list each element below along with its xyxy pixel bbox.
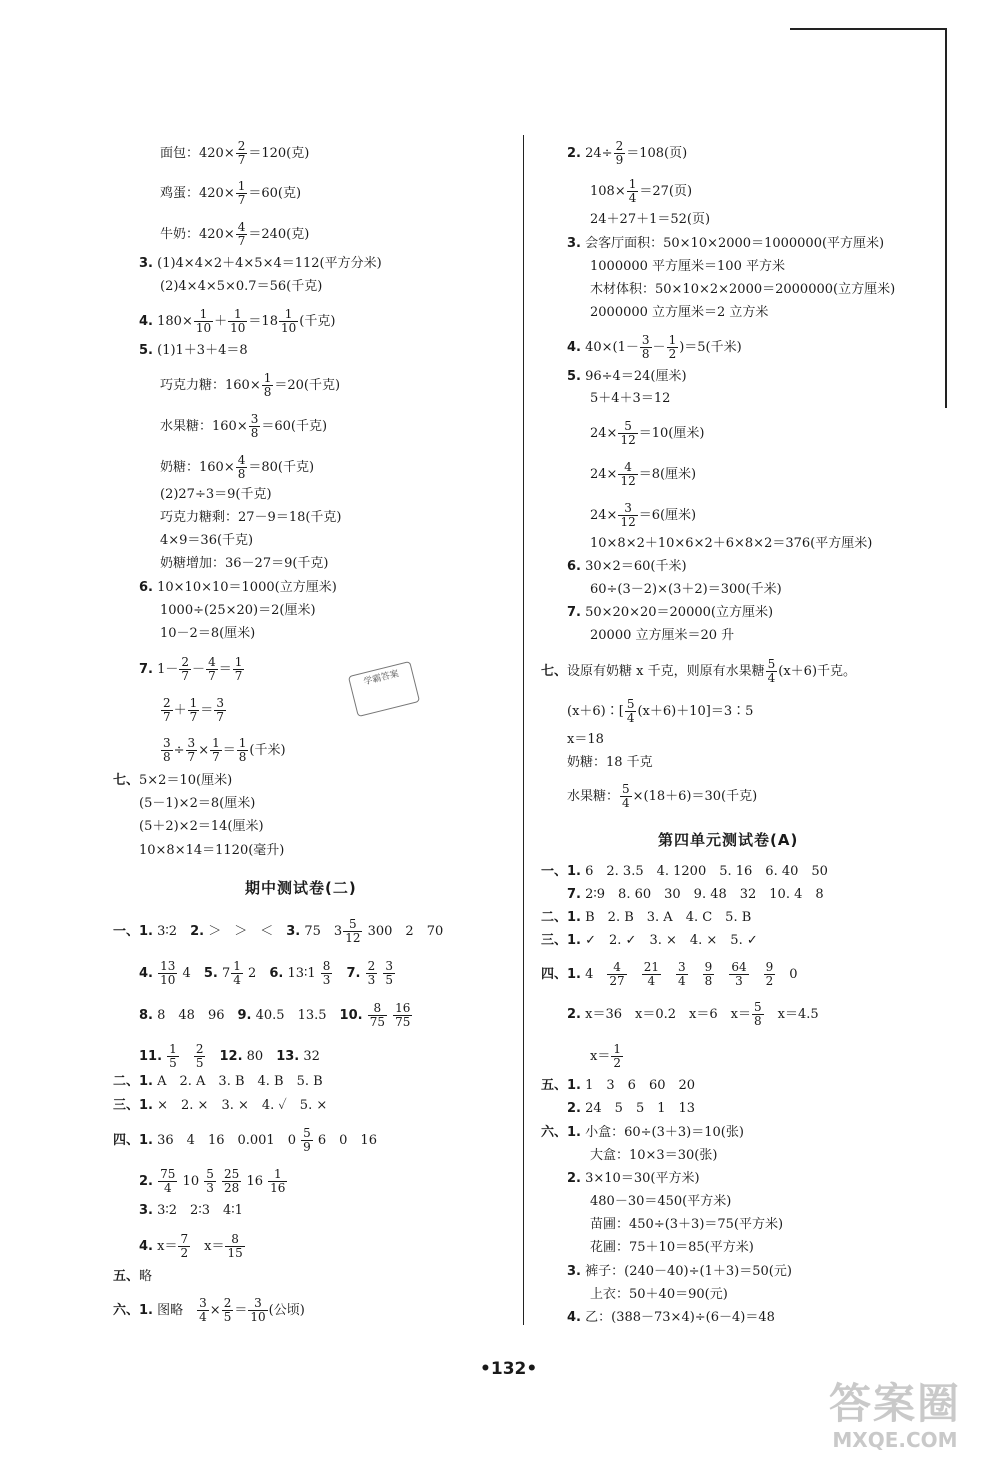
fraction: $\frac{8}{3}$ xyxy=(322,959,331,987)
right-line-6: 木材体积：50×10×2×2000＝2000000(立方厘米) xyxy=(590,282,896,297)
fraction: $\frac{75}{4}$ xyxy=(160,1167,176,1195)
right-line-25: 7. 2∶9 8. 60 30 9. 48 32 10. 4 8 xyxy=(567,887,824,902)
fraction: $\frac{3}{7}$ xyxy=(187,736,196,764)
page-number: •132• xyxy=(480,1359,538,1379)
fraction: $\frac{25}{28}$ xyxy=(224,1167,240,1195)
fraction: $\frac{5}{4}$ xyxy=(626,697,635,725)
left-line-21: 七、5×2＝10(厘米) xyxy=(113,773,233,788)
right-line-2: 108× $\frac{1}{4}$ ＝27(页) xyxy=(590,177,693,205)
fraction: $\frac{9}{2}$ xyxy=(765,960,774,988)
fraction: $\frac{4}{8}$ xyxy=(237,453,246,481)
fraction: $\frac{8}{75}$ xyxy=(369,1001,385,1029)
fraction: $\frac{3}{8}$ xyxy=(163,736,171,764)
right-line-36: 480－30＝450(平方米) xyxy=(590,1194,732,1209)
right-line-16: 60÷(3－2)×(3＋2)＝300(千米) xyxy=(590,582,782,597)
right-line-28: 四、1. 4 $\frac{4}{27}$ $\frac{21}{4}$ $\frac{3}{4}$ $\frac{9}{8}$ $\frac{64}{3}$ $\frac{9}{2}$ 0 xyxy=(541,960,798,988)
fraction: $\frac{1}{5}$ xyxy=(169,1042,177,1070)
left-line-12: 巧克力糖剩：27－9＝18(千克) xyxy=(160,510,342,525)
stamp-mark: 学霸答案 xyxy=(348,661,420,717)
left-line-16: 1000÷(25×20)＝2(厘米) xyxy=(160,603,316,618)
fraction: $\frac{1}{7}$ xyxy=(237,179,246,207)
left-line-17: 10－2＝8(厘米) xyxy=(160,626,256,641)
fraction: $\frac{1}{8}$ xyxy=(263,371,272,399)
fraction: $\frac{2}{9}$ xyxy=(615,139,624,167)
left-line-26: 4. $\frac{13}{10}$ 4 5. 7 $\frac{1}{4}$ 2 6. 13∶1 $\frac{8}{3}$ 7. $\frac{2}{3}$ $\frac{3}{5}$ xyxy=(139,959,393,987)
left-line-5: (2)4×4×5×0.7＝56(千克) xyxy=(160,279,323,294)
right-line-18: 20000 立方厘米＝20 升 xyxy=(590,628,735,643)
left-line-8: 巧克力糖：160× $\frac{1}{8}$ ＝20(千克) xyxy=(160,371,341,399)
section-heading-midterm: 期中测试卷(二) xyxy=(245,879,357,897)
fraction: $\frac{2}{5}$ xyxy=(195,1042,204,1070)
right-line-38: 花圃：75＋10＝85(平方米) xyxy=(590,1240,754,1255)
right-line-12: 24× $\frac{4}{12}$ ＝8(厘米) xyxy=(590,460,697,488)
right-line-22: 奶糖：18 千克 xyxy=(567,755,653,770)
left-line-11: (2)27÷3＝9(千克) xyxy=(160,487,272,502)
fraction: $\frac{2}{7}$ xyxy=(181,655,190,683)
left-line-3: 牛奶：420× $\frac{4}{7}$ ＝240(克) xyxy=(160,220,310,248)
fraction: $\frac{3}{10}$ xyxy=(250,1296,266,1324)
fraction: $\frac{3}{4}$ xyxy=(199,1296,207,1324)
right-line-10: 5＋4＋3＝12 xyxy=(590,391,671,406)
fraction: $\frac{4}{7}$ xyxy=(237,220,246,248)
fraction: $\frac{1}{16}$ xyxy=(270,1167,286,1195)
left-line-36: 六、1. 图略 $\frac{3}{4}$ × $\frac{2}{5}$ ＝ $\frac{3}{10}$ (公顷) xyxy=(113,1296,305,1324)
fraction: $\frac{3}{7}$ xyxy=(216,696,224,724)
left-line-7: 5. (1)1＋3＋4＝8 xyxy=(139,343,248,358)
left-line-10: 奶糖：160× $\frac{4}{8}$ ＝80(千克) xyxy=(160,453,315,481)
fraction: $\frac{1}{4}$ xyxy=(233,959,241,987)
fraction: $\frac{7}{2}$ xyxy=(180,1232,189,1260)
left-line-15: 6. 10×10×10＝1000(立方厘米) xyxy=(139,580,337,595)
fraction: $\frac{1}{7}$ xyxy=(189,696,198,724)
left-line-34: 4. x＝ $\frac{7}{2}$ x＝ $\frac{8}{15}$ xyxy=(139,1232,243,1260)
right-line-31: 五、1. 1 3 6 60 20 xyxy=(541,1078,696,1093)
right-line-14: 10×8×2＋10×6×2＋6×8×2＝376(平方厘米) xyxy=(590,536,873,551)
left-line-29: 二、1. A 2. A 3. B 4. B 5. B xyxy=(113,1074,323,1089)
fraction: $\frac{5}{9}$ xyxy=(303,1126,311,1154)
left-line-30: 三、1. × 2. × 3. × 4. ✓ 5. × xyxy=(113,1098,328,1113)
fraction: $\frac{5}{4}$ xyxy=(767,657,776,685)
fraction: $\frac{1}{7}$ xyxy=(212,736,220,764)
left-line-27: 8. 8 48 96 9. 40.5 13.5 10. $\frac{8}{75}$ $\frac{16}{75}$ xyxy=(139,1001,411,1029)
fraction: $\frac{13}{10}$ xyxy=(160,959,176,987)
fraction: $\frac{3}{8}$ xyxy=(250,412,259,440)
left-line-25: 一、1. 3∶2 2. ＞ ＞ ＜ 3. 75 3 $\frac{5}{12}$ 300 2 70 xyxy=(113,917,444,945)
fraction: $\frac{2}{7}$ xyxy=(237,139,246,167)
left-line-31: 四、1. 36 4 16 0.001 0 $\frac{5}{9}$ 6 0 16 xyxy=(113,1126,377,1154)
watermark-url: MXQE.COM xyxy=(832,1428,958,1452)
right-line-19: 七、设原有奶糖 x 千克，则原有水果糖 $\frac{5}{4}$ (x＋6)千克。 xyxy=(541,657,857,685)
right-line-13: 24× $\frac{3}{12}$ ＝6(厘米) xyxy=(590,501,697,529)
right-line-5: 1000000 平方厘米＝100 平方米 xyxy=(590,259,785,274)
right-line-11: 24× $\frac{5}{12}$ ＝10(厘米) xyxy=(590,419,705,447)
column-divider xyxy=(523,135,524,1325)
fraction: $\frac{2}{7}$ xyxy=(163,696,171,724)
right-line-40: 上衣：50＋40＝90(元) xyxy=(590,1287,728,1302)
left-line-14: 奶糖增加：36－27＝9(千克) xyxy=(160,556,329,571)
right-line-7: 2000000 立方厘米＝2 立方米 xyxy=(590,305,769,320)
right-edge-rule xyxy=(945,28,947,408)
fraction: $\frac{8}{15}$ xyxy=(227,1232,243,1260)
fraction: $\frac{1}{2}$ xyxy=(668,333,677,361)
right-line-17: 7. 50×20×20＝20000(立方厘米) xyxy=(567,605,774,620)
right-line-32: 2. 24 5 5 1 13 xyxy=(567,1101,696,1116)
fraction: $\frac{4}{12}$ xyxy=(620,460,636,488)
left-line-9: 水果糖：160× $\frac{3}{8}$ ＝60(千克) xyxy=(160,412,328,440)
fraction: $\frac{3}{12}$ xyxy=(620,501,636,529)
right-line-1: 2. 24÷ $\frac{2}{9}$ ＝108(页) xyxy=(567,139,688,167)
fraction: $\frac{5}{4}$ xyxy=(622,782,630,810)
fraction: $\frac{16}{75}$ xyxy=(395,1001,411,1029)
left-line-33: 3. 3∶2 2∶3 4∶1 xyxy=(139,1203,243,1218)
left-line-1: 面包：420× $\frac{2}{7}$ ＝120(克) xyxy=(160,139,310,167)
left-line-22: (5－1)×2＝8(厘米) xyxy=(139,796,256,811)
right-line-20: (x＋6)∶[ $\frac{5}{4}$ (x＋6)＋10]＝3∶5 xyxy=(567,697,754,725)
fraction: $\frac{1}{4}$ xyxy=(628,177,637,205)
right-line-15: 6. 30×2＝60(千米) xyxy=(567,559,687,574)
right-line-30: x＝ $\frac{1}{2}$ xyxy=(590,1042,621,1070)
fraction: $\frac{2}{3}$ xyxy=(367,959,376,987)
fraction: $\frac{2}{5}$ xyxy=(223,1296,232,1324)
left-line-23: (5＋2)×2＝14(厘米) xyxy=(139,819,264,834)
left-line-28: 11. $\frac{1}{5}$ $\frac{2}{5}$ 12. 80 13. 32 xyxy=(139,1042,320,1070)
right-line-23: 水果糖： $\frac{5}{4}$ ×(18＋6)＝30(千克) xyxy=(567,782,758,810)
fraction: $\frac{9}{8}$ xyxy=(704,960,713,988)
left-line-32: 2. $\frac{75}{4}$ 10 $\frac{5}{3}$ $\frac{25}{28}$ 16 $\frac{1}{16}$ xyxy=(139,1167,286,1195)
fraction: $\frac{21}{4}$ xyxy=(643,960,659,988)
left-line-24: 10×8×14＝1120(毫升) xyxy=(139,843,285,858)
left-line-6: 4. 180× $\frac{1}{10}$ ＋ $\frac{1}{10}$ ＝18 $\frac{1}{10}$ (千克) xyxy=(139,307,336,335)
right-line-26: 二、1. B 2. B 3. A 4. C 5. B xyxy=(541,910,752,925)
fraction: $\frac{5}{12}$ xyxy=(620,419,636,447)
top-right-rule xyxy=(790,28,945,30)
watermark-logo xyxy=(800,1380,990,1452)
left-line-20: $\frac{3}{8}$ ÷ $\frac{3}{7}$ × $\frac{1}{7}$ ＝ $\frac{1}{8}$ (千米) xyxy=(163,736,286,764)
left-line-13: 4×9＝36(千克) xyxy=(160,533,254,548)
right-line-8: 4. 40×(1－ $\frac{3}{8}$ － $\frac{1}{2}$ )＝5(千米) xyxy=(567,333,742,361)
right-line-3: 24＋27＋1＝52(页) xyxy=(590,212,711,227)
section-heading-unit4: 第四单元测试卷(A) xyxy=(658,831,799,849)
right-line-41: 4. 乙：(388－73×4)÷(6－4)＝48 xyxy=(567,1310,775,1325)
right-line-24: 一、1. 6 2. 3.5 4. 1200 5. 16 6. 40 50 xyxy=(541,864,828,879)
right-line-9: 5. 96÷4＝24(厘米) xyxy=(567,369,687,384)
fraction: $\frac{5}{3}$ xyxy=(206,1167,214,1195)
fraction: $\frac{3}{5}$ xyxy=(385,959,393,987)
right-line-37: 苗圃：450÷(3＋3)＝75(平方米) xyxy=(590,1217,784,1232)
right-line-29: 2. x＝36 x＝0.2 x＝6 x＝ $\frac{5}{8}$ x＝4.5 xyxy=(567,1000,819,1028)
right-line-35: 2. 3×10＝30(平方米) xyxy=(567,1171,700,1186)
fraction: $\frac{5}{8}$ xyxy=(753,1000,762,1028)
fraction: $\frac{4}{27}$ xyxy=(609,960,625,988)
fraction: $\frac{1}{8}$ xyxy=(238,736,247,764)
left-line-2: 鸡蛋：420× $\frac{1}{7}$ ＝60(克) xyxy=(160,179,302,207)
fraction: $\frac{1}{10}$ xyxy=(280,307,297,335)
left-line-19: $\frac{2}{7}$ ＋ $\frac{1}{7}$ ＝ $\frac{3}{7}$ xyxy=(163,696,224,724)
right-line-21: x＝18 xyxy=(567,732,604,747)
left-line-18: 7. 1－ $\frac{2}{7}$ － $\frac{4}{7}$ ＝ $\frac{1}{7}$ xyxy=(139,655,243,683)
right-line-27: 三、1. ✓ 2. ✓ 3. × 4. × 5. ✓ xyxy=(541,933,758,948)
right-line-4: 3. 会客厅面积：50×10×2000＝1000000(平方厘米) xyxy=(567,236,885,251)
watermark-text: 答案圈 xyxy=(828,1379,961,1428)
fraction: $\frac{64}{3}$ xyxy=(731,960,747,988)
right-line-33: 六、1. 小盒：60÷(3＋3)＝10(张) xyxy=(541,1125,744,1140)
fraction: $\frac{3}{4}$ xyxy=(678,960,686,988)
left-line-35: 五、略 xyxy=(113,1269,153,1284)
fraction: $\frac{5}{12}$ xyxy=(345,917,361,945)
fraction: $\frac{1}{10}$ xyxy=(195,307,212,335)
fraction: $\frac{1}{10}$ xyxy=(230,307,246,335)
left-line-4: 3. (1)4×4×2＋4×5×4＝112(平方分米) xyxy=(139,256,382,271)
fraction: $\frac{3}{8}$ xyxy=(641,333,650,361)
right-line-34: 大盒：10×3＝30(张) xyxy=(590,1148,718,1163)
right-line-39: 3. 裤子：(240－40)÷(1＋3)＝50(元) xyxy=(567,1264,792,1279)
fraction: $\frac{1}{7}$ xyxy=(234,655,243,683)
fraction: $\frac{1}{2}$ xyxy=(613,1042,621,1070)
fraction: $\frac{4}{7}$ xyxy=(208,655,216,683)
